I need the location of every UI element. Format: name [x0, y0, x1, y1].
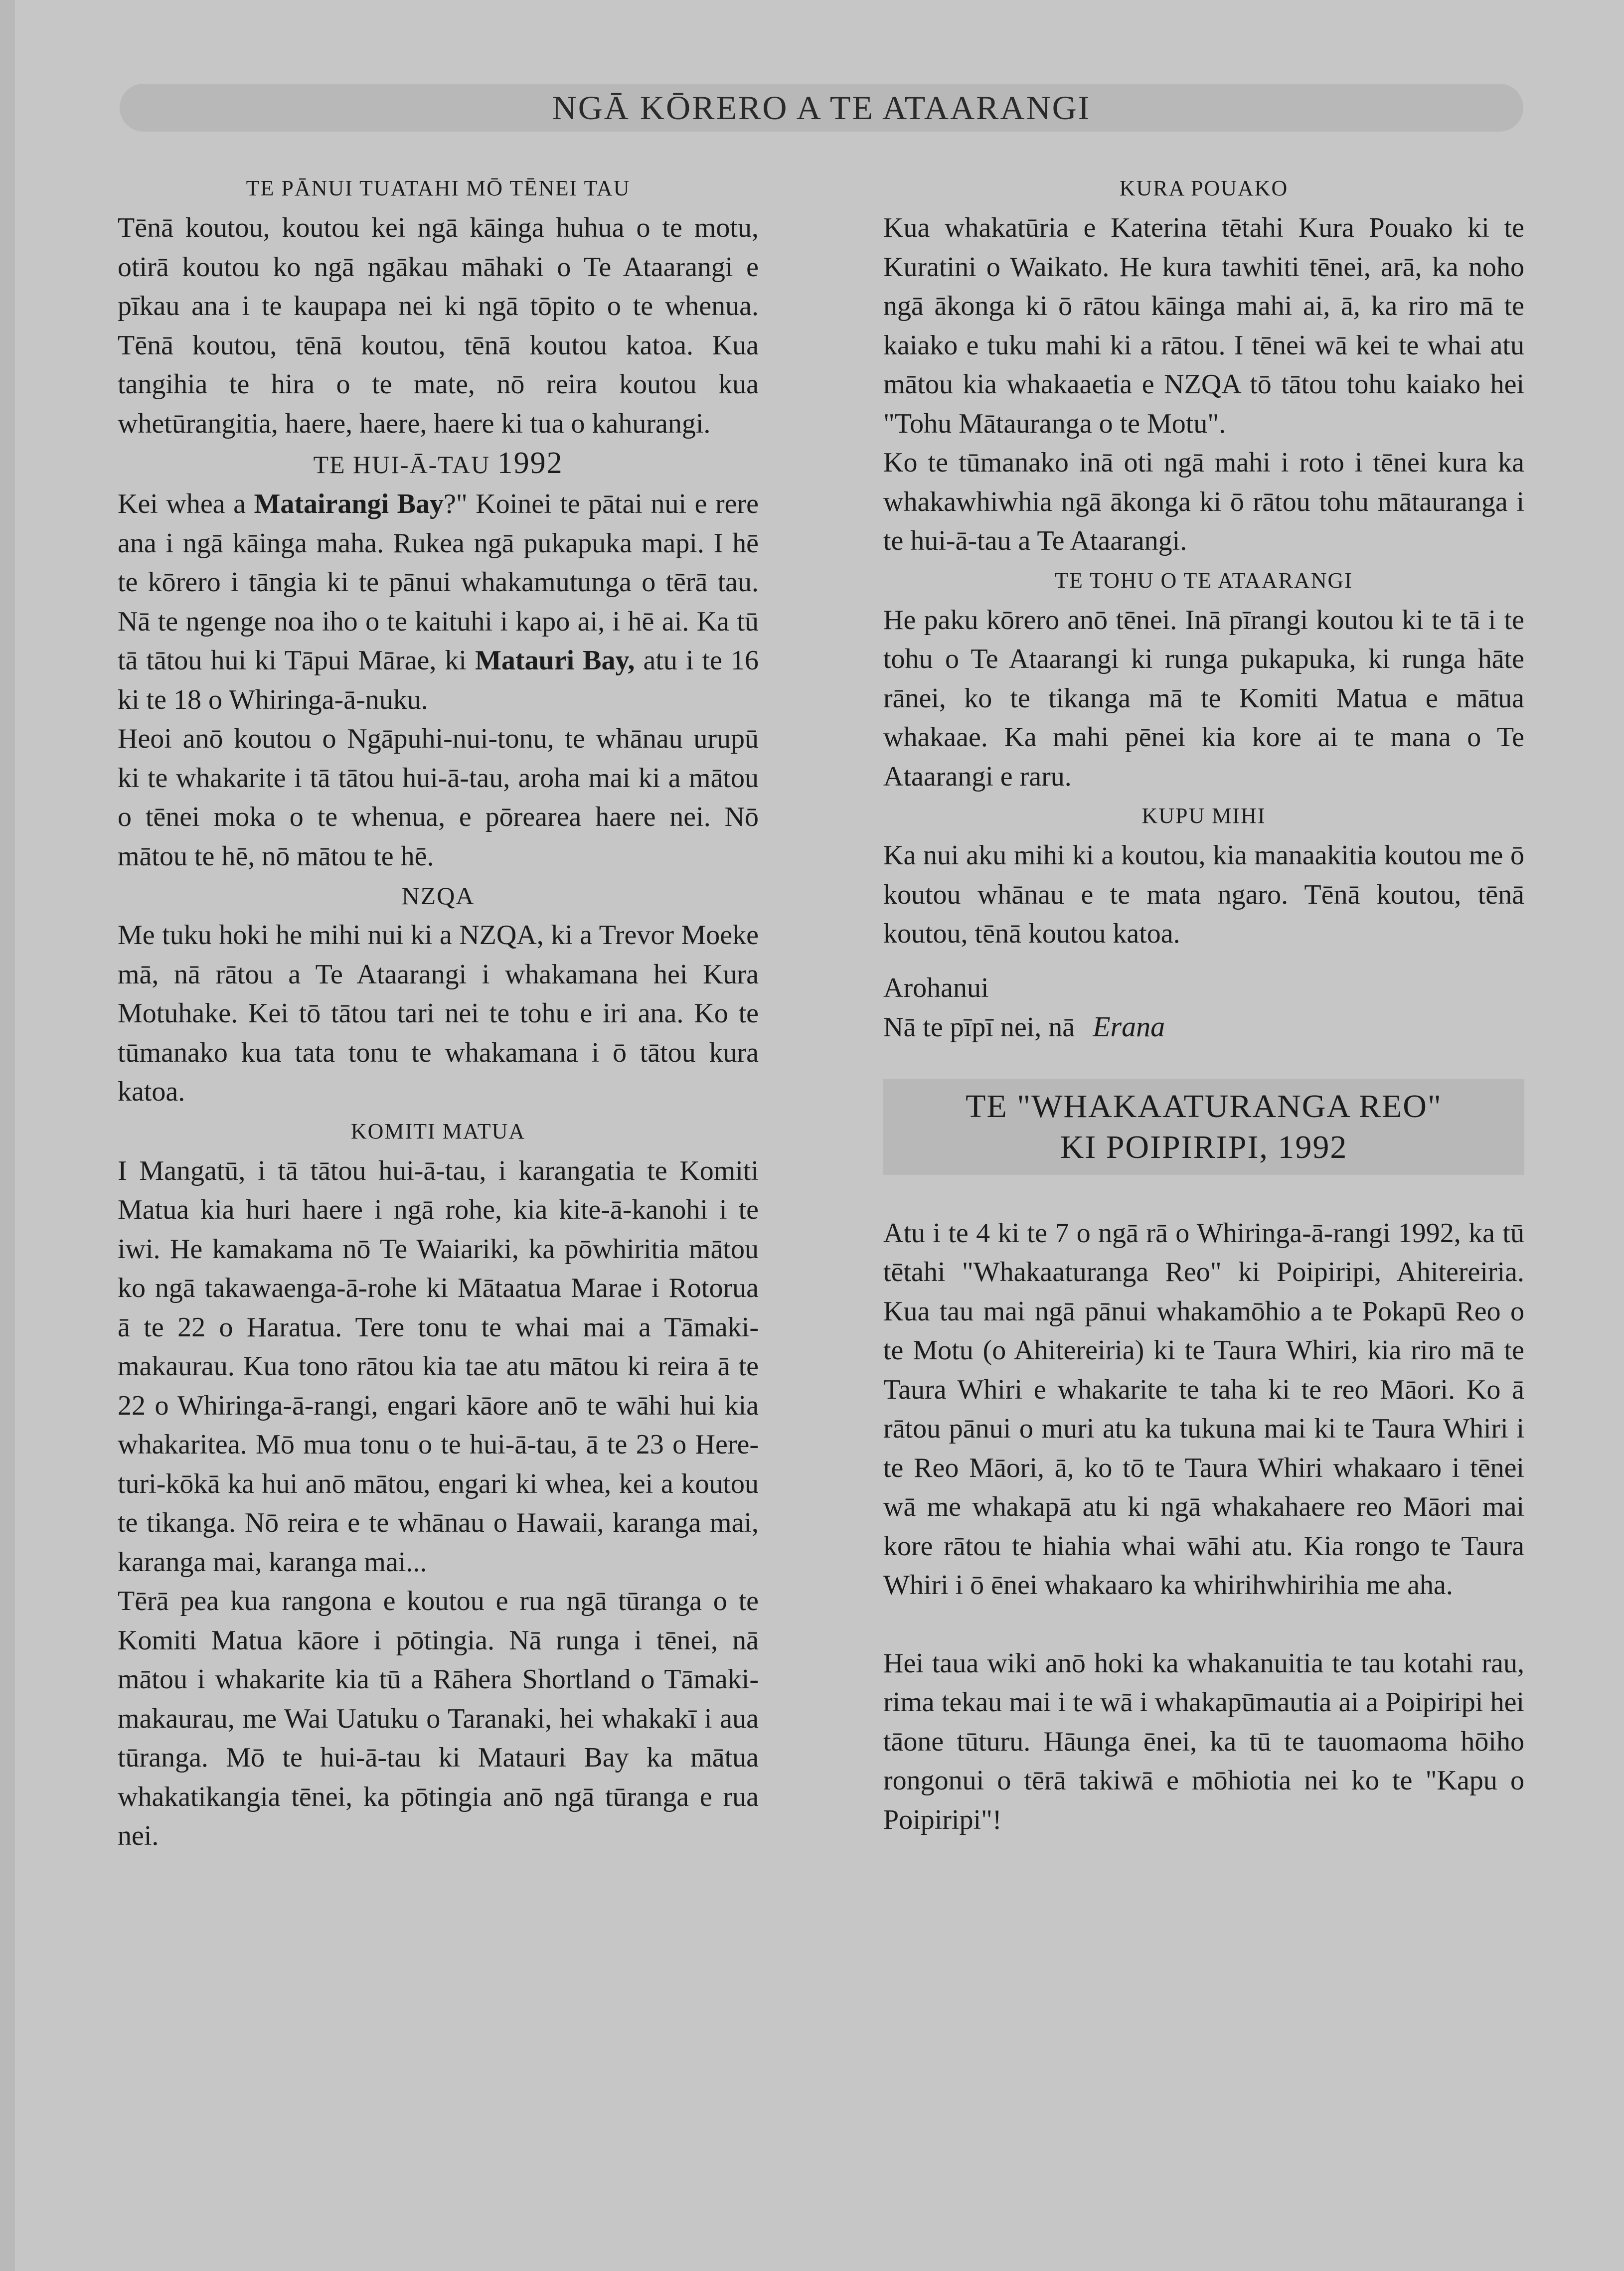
- paragraph-whakaaturanga-1: Atu i te 4 ki te 7 o ngā rā o Whiringa-ā-rangi 1992, ka tū tētahi "Whakaaturanga Reo" ki Poipiripi, Ahitereiria. Kua tau mai ngā pānui whakamōhio a te Pokapū Reo o te Motu (o Ahitereiria) ki te Taura Whiri, kia riro mā te Taura Whiri e whakarite te taha ki te reo Māori. Ko ā rātou pānui o muri atu ka tukuna mai ki te Taura Whiri i te Reo Māori, ā, ko tō te Taura Whiri whakaaro i tēnei wā me whakapā atu ki ngā whakahaere reo Māori mai kore rātou te hiahia whai wāhi atu. Kia rongo te Taura Whiri i ō ēnei whakaaro ka whirihwhirihia me aha.: [883, 1217, 1524, 1601]
- paragraph-komiti-matua-2: Tērā pea kua rangona e koutou e rua ngā tūranga o te Komiti Matua kāore i pōtingia. Nā runga i tēnei, nā mātou i whakarite kia tū a Rāhera Shortland o Tāmaki-makaurau, me Wai Uatuku o Taranaki, hei whakakī i aua tūranga. Mō te hui-ā-tau ki Matauri Bay ka mātua whakatikangia tēnei, ka pōtingia anō ngā tūranga e rua nei.: [118, 1586, 759, 1851]
- paragraph-te-tohu: He paku kōrero anō tēnei. Inā pīrangi koutou ki te tā i te tohu o Te Ataarangi ki runga pukapuka, ki runga hāte rānei, ko te tikanga mā te Komiti Matua e mātua whakaae. Ka mahi pēnei kia kore ai te mana o Te Ataarangi e raru.: [883, 604, 1524, 792]
- box-title-line-2: KI POIPIRIPI, 1992: [1060, 1129, 1348, 1165]
- paragraph-te-panui-tuatahi: Tēnā koutou, koutou kei ngā kāinga huhua o te motu, otirā koutou ko ngā ngākau māhaki o Te Ataarangi e pīkau ana i te kaupapa nei ki ngā tōpito o te whenua. Tēnā koutou, tēnā koutou, tēnā koutou katoa. Kua tangihia te hira o te mate, nō reira koutou kua whetūrangitia, haere, haere, haere ki tua o kahurangi.: [118, 212, 759, 439]
- heading-te-hui-a-tau-year: 1992: [497, 446, 563, 480]
- closing-arohanui: Arohanui: [883, 972, 989, 1003]
- right-column: [883, 168, 1524, 1839]
- page-title: NGĀ KŌRERO A TE ATAARANGI: [120, 84, 1523, 132]
- box-title-line-1: TE "WHAKAATURANGA REO": [966, 1088, 1442, 1125]
- paragraph-hui-a-tau-2: Heoi anō koutou o Ngāpuhi-nui-tonu, te whānau urupū ki te whakarite i tā tātou hui-ā-tau, aroha mai ki a mātou o tēnei moka o te whenua, e pōrearea haere nei. Nō mātou te hē, nō mātou te hē.: [118, 723, 759, 872]
- paragraph-kura-pouako-2: Ko te tūmanako inā oti ngā mahi i roto i tēnei kura ka whakawhiwhia ngā ākonga ki ō rātou tohu mātauranga i te hui-ā-tau a Te Ataarangi.: [883, 447, 1524, 556]
- signature: Erana: [1093, 1010, 1165, 1043]
- matairangi-bay-bold: Matairangi Bay: [254, 488, 444, 519]
- heading-te-tohu: TE TOHU O TE ATAARANGI: [1055, 568, 1353, 593]
- heading-komiti-matua: KOMITI MATUA: [350, 1119, 526, 1143]
- paragraph-komiti-matua-1: I Mangatū, i tā tātou hui-ā-tau, i karangatia te Komiti Matua kia huri haere i ngā rohe, kia kite-ā-kanohi i te iwi. He kamakama nō Te Waiariki, ka pōwhiritia mātou ko ngā takawaenga-ā-rohe ki Mātaatua Marae i Rotorua ā te 22 o Haratua. Tere tonu te whai mai a Tāmaki-makaurau. Kua tono rātou kia tae atu mātou ki reira ā te 22 o Whiringa-ā-rangi, engari kāore anō te wāhi hui kia whakaritea. Mō mua tonu o te hui-ā-tau, ā te 23 o Here-turi-kōkā ka hui anō mātou, engari ki whea, kei a koutou te tikanga. Nō reira e te whānau o Hawaii, karanga mai, karanga mai, karanga mai...: [118, 1155, 759, 1578]
- matauri-bay-bold: Matauri Bay,: [475, 645, 635, 676]
- heading-te-panui-tuatahi: TE PĀNUI TUATAHI MŌ TĒNEI TAU: [246, 176, 631, 200]
- hui-a-tau-text-a: Kei whea a: [118, 488, 246, 519]
- heading-kura-pouako: KURA POUAKO: [1119, 176, 1289, 200]
- heading-kupu-mihi: KUPU MIHI: [1141, 804, 1266, 828]
- paragraph-kupu-mihi: Ka nui aku mihi ki a koutou, kia manaakitia koutou me ō koutou whānau e te mata ngaro. Tēnā koutou, tēnā koutou, tēnā koutou katoa.: [883, 840, 1524, 949]
- paragraph-whakaaturanga-2: Hei taua wiki anō hoki ka whakanuitia te tau kotahi rau, rima tekau mai i te wā i whakapūmautia ai a Poipiripi hei tāone tūturu. Hāunga ēnei, ka tū te tauomaoma hōiho rongonui o tērā takiwā e mōhiotia nei ko te "Kapu o Poipiripi"!: [883, 1647, 1524, 1835]
- signoff-text: Nā te pīpī nei, nā: [883, 1012, 1075, 1043]
- heading-te-hui-a-tau-text: TE HUI-Ā-TAU: [313, 451, 490, 479]
- left-column: [118, 168, 759, 1856]
- page-edge: [0, 0, 15, 2271]
- hui-a-tau-text-c: atu i te 16 ki te 18 o Whiringa-ā-nuku.: [118, 645, 759, 715]
- heading-te-hui-a-tau: [118, 443, 759, 485]
- hui-a-tau-text-b: ?" Koinei te pātai nui e rere ana i ngā kāinga maha. Rukea ngā pukapuka mapi. I hē te kōrero i tāngia ki te pānui whakamutunga o tērā tau. Nā te ngenge noa iho o te kaituhi i kapo ai, i hē ai. Ka tū tā tātou hui ki Tāpui Mārae, ki: [118, 488, 759, 676]
- paragraph-kura-pouako-1: Kua whakatūria e Katerina tētahi Kura Pouako ki te Kuratini o Waikato. He kura tawhiti tēnei, arā, ka noho ngā ākonga ki ō rātou kāinga mahi ai, ā, ka riro mā te kaiako e tuku mahi ki a rātou. I tēnei wā kei te whai atu mātou kia whakaaetia e NZQA tō tātou tohu kaiako hei "Tohu Mātauranga o te Motu".: [883, 212, 1524, 439]
- paragraph-nzqa: Me tuku hoki he mihi nui ki a NZQA, ki a Trevor Moeke mā, nā rātou a Te Ataarangi i whakamana hei Kura Motuhake. Kei tō tātou tari nei te tohu e iri ana. Ko te tūmanako kua tata tonu te whakamana i ō tātou kura katoa.: [118, 920, 759, 1107]
- paragraph-hui-a-tau-1: [118, 485, 759, 719]
- whakaaturanga-reo-title-box: [883, 1079, 1524, 1175]
- heading-nzqa: NZQA: [401, 882, 475, 910]
- signoff-line: [883, 1007, 1524, 1047]
